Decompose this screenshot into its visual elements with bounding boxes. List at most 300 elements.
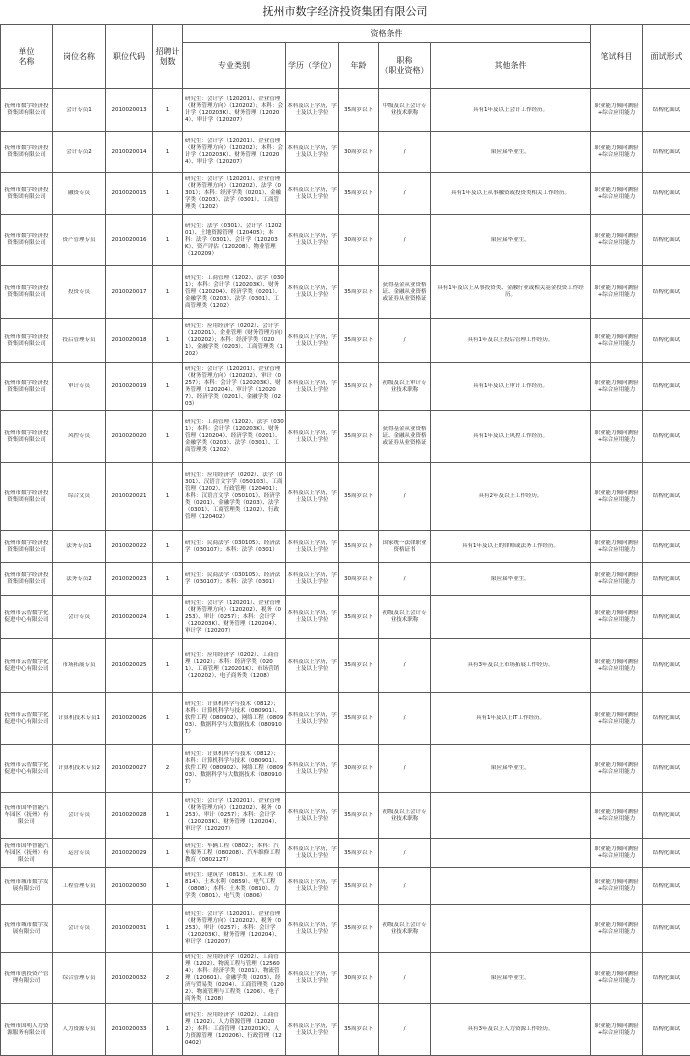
position-name-text: 计算机技术专员2 [58,765,100,771]
hiring-count-text: 1 [165,849,170,856]
age-requirement-text: 35周岁以下 [344,190,373,196]
written-exam-cell [591,363,643,411]
hiring-count-cell [153,363,183,411]
position-code-cell [106,563,153,596]
other-conditions-cell [431,839,591,868]
professional-title-text: 获得基金从业资格证、金融从业资格或证券从业资格证 [382,426,427,446]
position-name-text: 会计专员 [67,925,90,931]
written-exam-text: 职业能力倾向测验+综合应用能力 [594,658,639,672]
written-exam-cell [591,411,643,463]
age-requirement-text: 30周岁以下 [344,148,373,155]
professional-title-text: / [403,190,406,196]
education-requirement-text: 本科及以上学历，学士及以上学位 [287,539,337,553]
age-requirement-text: 35周岁以下 [344,925,373,931]
position-name-cell [53,868,106,905]
position-name-text: 市场拓展专员 [62,662,96,668]
unit-name-cell [1,363,53,411]
position-name-text: 法务专员1 [66,543,92,549]
professional-title-cell [379,173,431,215]
unit-name-text: 抚州市数字经济投资集团有限公司 [4,379,49,393]
written-exam-text: 职业能力倾向测验+综合应用能力 [594,610,639,623]
table-row [1,1004,690,1056]
hiring-count-text: 1 [165,925,170,931]
position-code-cell [106,868,153,905]
interview-format-text: 结构化面试 [652,543,681,549]
position-code-text: 2010020028 [111,812,147,818]
unit-name-cell [1,411,53,463]
interview-format-text: 结构化面试 [652,1026,681,1032]
position-code-text: 2010020033 [111,1026,147,1032]
other-conditions-cell [431,868,591,905]
professional-title-text: / [403,337,406,343]
unit-name-text: 抚州市云智数字化促进中心有限公司 [4,610,49,623]
age-requirement-text: 35周岁以下 [344,1026,373,1032]
header-other-conditions: 其他条件 [431,43,591,89]
other-conditions-cell [431,89,591,132]
age-requirement-cell [339,89,379,132]
other-conditions-text: 限应届毕业生。 [491,575,530,582]
other-conditions-text: 限应届毕业生。 [491,765,530,771]
hiring-count-cell [153,89,183,132]
recruitment-table [0,24,690,1056]
position-code-text: 2010020027 [111,765,147,771]
position-code-text: 2010020030 [111,882,147,889]
written-exam-cell [591,463,643,531]
major-requirement-text: 研究生：会计学（120201）、企业管理（财务管理方向）（120202）、法学（0301）；本科：经济学类（0201）、金融学类（0203）、法学（0301）、工商管理类（1202） [185,176,281,210]
position-code-text: 2010020021 [111,493,147,499]
position-name-cell [53,89,106,132]
professional-title-cell [379,596,431,639]
hiring-count-cell [153,319,183,363]
professional-title-text: / [403,493,406,499]
interview-format-cell [643,563,690,596]
table-row [1,132,690,173]
other-conditions-text: 具有1年及以上审计工作经历。 [472,383,548,389]
major-requirement-text: 研究生：计算机科学与技术（0812）；本科：计算机科学与技术（080901）、软件工程（080902）、网络工程（080903）、数据科学与大数据技术（080910T） [185,751,284,785]
written-exam-cell [591,596,643,639]
education-requirement-cell [286,89,339,132]
age-requirement-text: 35周岁以下 [344,383,373,389]
other-conditions-text: 具有1年及以上的律师或法务工作经历。 [461,543,559,549]
hiring-count-text: 2 [165,974,170,981]
education-requirement-text: 本科及以上学历，学士及以上学位 [287,103,337,116]
education-requirement-cell [286,215,339,266]
interview-format-text: 结构化面试 [652,337,681,343]
major-requirement-text: 研究生：工商管理（1202）、法学（0301）；本科：会计学（120203K）、财务管理（120204）、经济学类（0201）、金融学类（0203）、法学（0301）、工商管理类（1202） [185,419,284,453]
written-exam-cell [591,745,643,793]
position-name-cell [53,905,106,953]
interview-format-text: 结构化面试 [652,715,681,721]
written-exam-text: 职业能力倾向测验+综合应用能力 [594,846,639,859]
professional-title-cell [379,563,431,596]
other-conditions-text: 限应届毕业生。 [491,974,530,981]
major-requirement-text: 研究生：应用经济学（0202）、法学（0301）、汉语言文字学（050103）、工商管理（1202）、行政管理（120401）；本科：汉语言文学（050101）、经济学类（0201）、金融学类（0203）、法学（0301）、工商管理类（1202）、行政管理（120402） [185,472,283,520]
hiring-count-text: 1 [165,288,170,295]
hiring-count-text: 1 [165,106,170,113]
major-requirement-cell [183,596,286,639]
written-exam-text: 职业能力倾向测验+综合应用能力 [594,539,639,553]
other-conditions-cell [431,215,591,266]
education-requirement-cell [286,953,339,1004]
other-conditions-cell [431,132,591,173]
education-requirement-cell [286,839,339,868]
unit-name-cell [1,173,53,215]
age-requirement-text: 35周岁以下 [344,106,373,113]
table-row [1,215,690,266]
position-code-cell [106,693,153,745]
major-requirement-cell [183,793,286,839]
hiring-count-text: 1 [165,812,170,818]
position-name-text: 运营专员 [67,849,90,856]
major-requirement-cell [183,173,286,215]
position-code-text: 2010020032 [111,974,147,981]
age-requirement-cell [339,463,379,531]
position-name-text: 会计专员1 [66,106,92,113]
table-row [1,793,690,839]
major-requirement-text: 研究生：工商管理（1202）、法学（0301）；本科：会计学（120203K）、财务管理（120204）、经济学类（0201）、金融学类（0203）、法学（0301）、工商管理类（1202） [185,274,284,309]
professional-title-text: / [403,148,406,155]
other-conditions-cell [431,319,591,363]
interview-format-cell [643,411,690,463]
interview-format-text: 结构化面试 [652,925,681,931]
education-requirement-text: 本科及以上学历，学士及以上学位 [287,379,337,393]
interview-format-text: 结构化面试 [652,288,681,295]
hiring-count-cell [153,132,183,173]
written-exam-cell [591,563,643,596]
interview-format-cell [643,319,690,363]
unit-name-text: 抚州市创投资产管理有限公司 [4,971,49,984]
professional-title-cell [379,905,431,953]
major-requirement-cell [183,693,286,745]
professional-title-cell [379,132,431,173]
unit-name-cell [1,839,53,868]
professional-title-text: / [403,715,406,721]
interview-format-cell [643,173,690,215]
hiring-count-text: 1 [165,543,170,549]
written-exam-text: 职业能力倾向测验+综合应用能力 [594,285,639,298]
written-exam-cell [591,215,643,266]
unit-name-cell [1,463,53,531]
header-row-top [1,25,690,43]
other-conditions-cell [431,411,591,463]
position-code-text: 2010020026 [111,715,147,721]
hiring-count-text: 1 [165,148,170,155]
other-conditions-text: 具有1年及以上从事融资或投资类相关工作经历。 [450,190,570,196]
position-code-text: 2010020024 [111,613,147,620]
hiring-count-text: 1 [165,433,170,439]
education-requirement-cell [286,531,339,563]
unit-name-text: 抚州市国明人力资源服务有限公司 [4,1022,49,1036]
written-exam-text: 职业能力倾向测验+综合应用能力 [594,921,639,935]
interview-format-cell [643,215,690,266]
interview-format-cell [643,793,690,839]
written-exam-text: 职业能力倾向测验+综合应用能力 [594,711,639,725]
hiring-count-cell [153,531,183,563]
position-code-text: 2010020025 [111,662,147,668]
table-row [1,868,690,905]
header-major: 专业类别 [183,43,286,89]
education-requirement-text: 本科及以上学历，学士及以上学位 [287,333,337,347]
other-conditions-text: 具有1年及以上IT工作经历。 [476,715,545,721]
position-name-cell [53,953,106,1004]
position-code-cell [106,905,153,953]
written-exam-text: 职业能力倾向测验+综合应用能力 [594,333,639,347]
professional-title-cell [379,319,431,363]
professional-title-cell [379,745,431,793]
age-requirement-text: 30周岁以下 [344,236,373,243]
written-exam-cell [591,905,643,953]
unit-name-text: 抚州市国华智能汽车园区（抚州）有限公司 [4,805,49,825]
position-code-cell [106,132,153,173]
unit-name-text: 抚州市城市数字发展有限公司 [4,879,49,892]
major-requirement-cell [183,363,286,411]
position-name-text: 会计专员2 [66,148,92,155]
interview-format-text: 结构化面试 [652,662,681,668]
interview-format-text: 结构化面试 [652,493,681,499]
education-requirement-cell [286,266,339,319]
professional-title-text: 初级及以上审计专业技术职称 [382,379,427,393]
professional-title-text: 初级及以上会计专业技术职称 [382,808,427,822]
interview-format-text: 结构化面试 [652,613,681,620]
written-exam-cell [591,868,643,905]
other-conditions-text: 具有1年及以上会计工作经历。 [472,106,548,113]
professional-title-text: / [403,882,406,889]
unit-name-text: 抚州市云智数字化促进中心有限公司 [4,711,49,725]
hiring-count-cell [153,839,183,868]
position-code-cell [106,1004,153,1056]
unit-name-text: 抚州市数字经济投资集团有限公司 [4,572,49,585]
education-requirement-cell [286,745,339,793]
education-requirement-text: 本科及以上学历，学士及以上学位 [287,145,337,158]
interview-format-text: 结构化面试 [652,236,681,243]
major-requirement-text: 研究生：会计学（120201）、企业管理（财务管理方向）（120202）；本科：会计学（120203K）、财务管理（120204）、审计学（120207） [185,138,283,165]
header-unit-name [1,25,53,89]
professional-title-text: 中级及以上会计专业技术职称 [382,103,427,116]
position-name-cell [53,266,106,319]
major-requirement-cell [183,639,286,693]
header-age: 年龄 [339,43,379,89]
professional-title-cell [379,793,431,839]
education-requirement-text: 本科及以上学历，学士及以上学位 [287,429,337,443]
education-requirement-text: 本科及以上学历，学士及以上学位 [287,808,337,822]
interview-format-cell [643,266,690,319]
written-exam-cell [591,793,643,839]
hiring-count-cell [153,905,183,953]
age-requirement-cell [339,793,379,839]
position-name-cell [53,215,106,266]
other-conditions-cell [431,363,591,411]
written-exam-cell [591,132,643,173]
unit-name-text: 抚州市云智数字化促进中心有限公司 [4,658,49,672]
position-code-cell [106,839,153,868]
major-requirement-text: 研究生：会计学（120201）、企业管理（财务管理方向）（120202）；本科：会计学（120203K）、财务管理（120204）、审计学（120207） [185,96,283,123]
position-code-text: 2010020023 [111,575,147,582]
other-conditions-text: 具有2年及以上工作经历。 [478,493,543,499]
professional-title-text: / [403,849,406,856]
education-requirement-cell [286,363,339,411]
education-requirement-text: 本科及以上学历，学士及以上学位 [287,711,337,725]
education-requirement-cell [286,132,339,173]
position-name-cell [53,793,106,839]
age-requirement-text: 35周岁以下 [344,493,373,499]
age-requirement-text: 35周岁以下 [344,849,373,856]
table-row [1,839,690,868]
professional-title-cell [379,1004,431,1056]
interview-format-text: 结构化面试 [652,106,681,113]
position-name-cell [53,411,106,463]
position-code-cell [106,173,153,215]
position-code-cell [106,266,153,319]
hiring-count-text: 2 [165,765,170,771]
unit-name-text: 抚州市数字经济投资集团有限公司 [4,186,49,200]
position-code-text: 2010020020 [111,433,147,439]
major-requirement-text: 研究生：计算机科学与技术（0812）；本科：计算机科学与技术（080901）、软件工程（080902）、网络工程（080903）、数据科学与大数据技术（080910T） [185,701,284,735]
unit-name-text: 抚州市数字经济投资集团有限公司 [4,103,49,116]
interview-format-text: 结构化面试 [652,575,681,582]
written-exam-cell [591,266,643,319]
professional-title-text: 初级及以上会计专业技术职称 [382,610,427,623]
other-conditions-cell [431,953,591,1004]
position-code-cell [106,596,153,639]
header-qualifications: 资格条件 [183,25,591,43]
position-name-cell [53,563,106,596]
other-conditions-cell [431,266,591,319]
education-requirement-cell [286,463,339,531]
unit-name-text: 抚州市数字经济投资集团有限公司 [4,233,49,246]
other-conditions-text: 具有3年及以上市场拓展工作经历。 [467,662,554,668]
hiring-count-text: 1 [165,613,170,620]
major-requirement-cell [183,953,286,1004]
hiring-count-cell [153,563,183,596]
age-requirement-cell [339,266,379,319]
written-exam-cell [591,531,643,563]
major-requirement-text: 研究生：会计学（120201）、企业管理（财务管理方向）（120202）、税务（0253）、审计（0257）；本科：会计学（120203K）、财务管理（120204）、审计学（120207） [185,798,281,832]
table-row [1,266,690,319]
position-code-cell [106,215,153,266]
age-requirement-cell [339,693,379,745]
professional-title-cell [379,953,431,1004]
unit-name-text: 抚州市数字经济投资集团有限公司 [4,539,49,553]
unit-name-cell [1,563,53,596]
written-exam-cell [591,839,643,868]
hiring-count-cell [153,173,183,215]
age-requirement-text: 35周岁以下 [344,812,373,818]
age-requirement-cell [339,411,379,463]
position-name-cell [53,1004,106,1056]
position-name-text: 资产管理专员 [62,236,96,243]
professional-title-text: / [403,236,406,243]
unit-name-cell [1,531,53,563]
header-education: 学历（学位） [286,43,339,89]
interview-format-cell [643,639,690,693]
education-requirement-cell [286,793,339,839]
position-name-cell [53,596,106,639]
interview-format-text: 结构化面试 [652,849,681,856]
major-requirement-cell [183,215,286,266]
hiring-count-text: 1 [165,493,170,499]
interview-format-cell [643,745,690,793]
major-requirement-cell [183,839,286,868]
hiring-count-text: 1 [165,575,170,582]
position-name-cell [53,839,106,868]
written-exam-cell [591,693,643,745]
position-code-text: 2010020019 [111,383,147,389]
table-row [1,173,690,215]
position-code-cell [106,745,153,793]
written-exam-text: 职业能力倾向测验+综合应用能力 [594,233,639,246]
position-name-text: 会计专员 [67,812,90,818]
interview-format-text: 结构化面试 [652,882,681,889]
age-requirement-text: 35周岁以下 [344,613,373,620]
professional-title-cell [379,411,431,463]
education-requirement-cell [286,596,339,639]
education-requirement-cell [286,868,339,905]
table-row [1,363,690,411]
interview-format-text: 结构化面试 [652,383,681,389]
other-conditions-cell [431,1004,591,1056]
unit-name-text: 抚州市数字经济投资集团有限公司 [4,489,49,503]
unit-name-cell [1,596,53,639]
age-requirement-cell [339,905,379,953]
position-code-cell [106,363,153,411]
header-unit-name-label: 单位名称 [18,46,35,66]
unit-name-cell [1,639,53,693]
written-exam-text: 职业能力倾向测验+综合应用能力 [594,1022,639,1036]
hiring-count-cell [153,693,183,745]
major-requirement-text: 研究生：会计学（120201）、企业管理（财务管理方向）（120202）、税务（0253）、审计（0257）；本科：会计学（120203K）、财务管理（120204）、审计学（120207） [185,911,281,945]
age-requirement-text: 35周岁以下 [344,882,373,889]
major-requirement-cell [183,905,286,953]
written-exam-text: 职业能力倾向测验+综合应用能力 [594,429,639,443]
position-name-text: 投后管理专员 [62,337,96,343]
other-conditions-text: 具有1年及以上从事投资类、金融行业或相关基金投资工作经历。 [437,285,584,298]
position-name-text: 人力资源专员 [62,1026,96,1032]
other-conditions-cell [431,531,591,563]
unit-name-text: 抚州市云智数字化促进中心有限公司 [4,761,49,775]
header-position-code: 职位代码 [106,25,153,89]
professional-title-text: 获得基金从业资格证、金融从业资格或证券从业资格证 [382,281,427,302]
table-row [1,905,690,953]
hiring-count-cell [153,868,183,905]
education-requirement-text: 本科及以上学历，学士及以上学位 [287,610,337,623]
interview-format-text: 结构化面试 [652,148,681,155]
major-requirement-text: 研究生：车辆工程（0802）；本科：汽车服务工程（080208）、汽车维修工程教育（080212T） [185,842,281,863]
age-requirement-text: 30周岁以下 [344,765,373,771]
header-hiring-count: 招聘计划数 [153,25,183,89]
age-requirement-text: 35周岁以下 [344,337,373,343]
major-requirement-text: 研究生：应用经济学（0202）、工商管理（1202）、人力资源管理（120202）；本科：工商管理（120201K）、人力资源管理（120206）、行政管理（120402） [185,1012,282,1046]
interview-format-cell [643,868,690,905]
position-name-cell [53,319,106,363]
other-conditions-cell [431,905,591,953]
unit-name-cell [1,745,53,793]
position-code-text: 2010020029 [111,849,147,856]
professional-title-text: / [403,974,406,981]
education-requirement-cell [286,173,339,215]
unit-name-cell [1,905,53,953]
hiring-count-cell [153,266,183,319]
written-exam-text: 职业能力倾向测验+综合应用能力 [594,489,639,503]
major-requirement-text: 研究生：会计学（120201）、企业管理（财务管理方向）（120202）、税务（0253）、审计（0257）；本科：会计学（120203K）、财务管理（120204）、审计学（120207） [185,599,281,634]
position-code-cell [106,639,153,693]
professional-title-text: / [403,1026,406,1032]
interview-format-cell [643,89,690,132]
education-requirement-text: 本科及以上学历，学士及以上学位 [287,233,337,246]
interview-format-cell [643,463,690,531]
position-name-text: 融资专员 [67,190,90,196]
unit-name-text: 抚州市国华智能汽车园区（抚州）有限公司 [4,842,49,863]
professional-title-cell [379,463,431,531]
